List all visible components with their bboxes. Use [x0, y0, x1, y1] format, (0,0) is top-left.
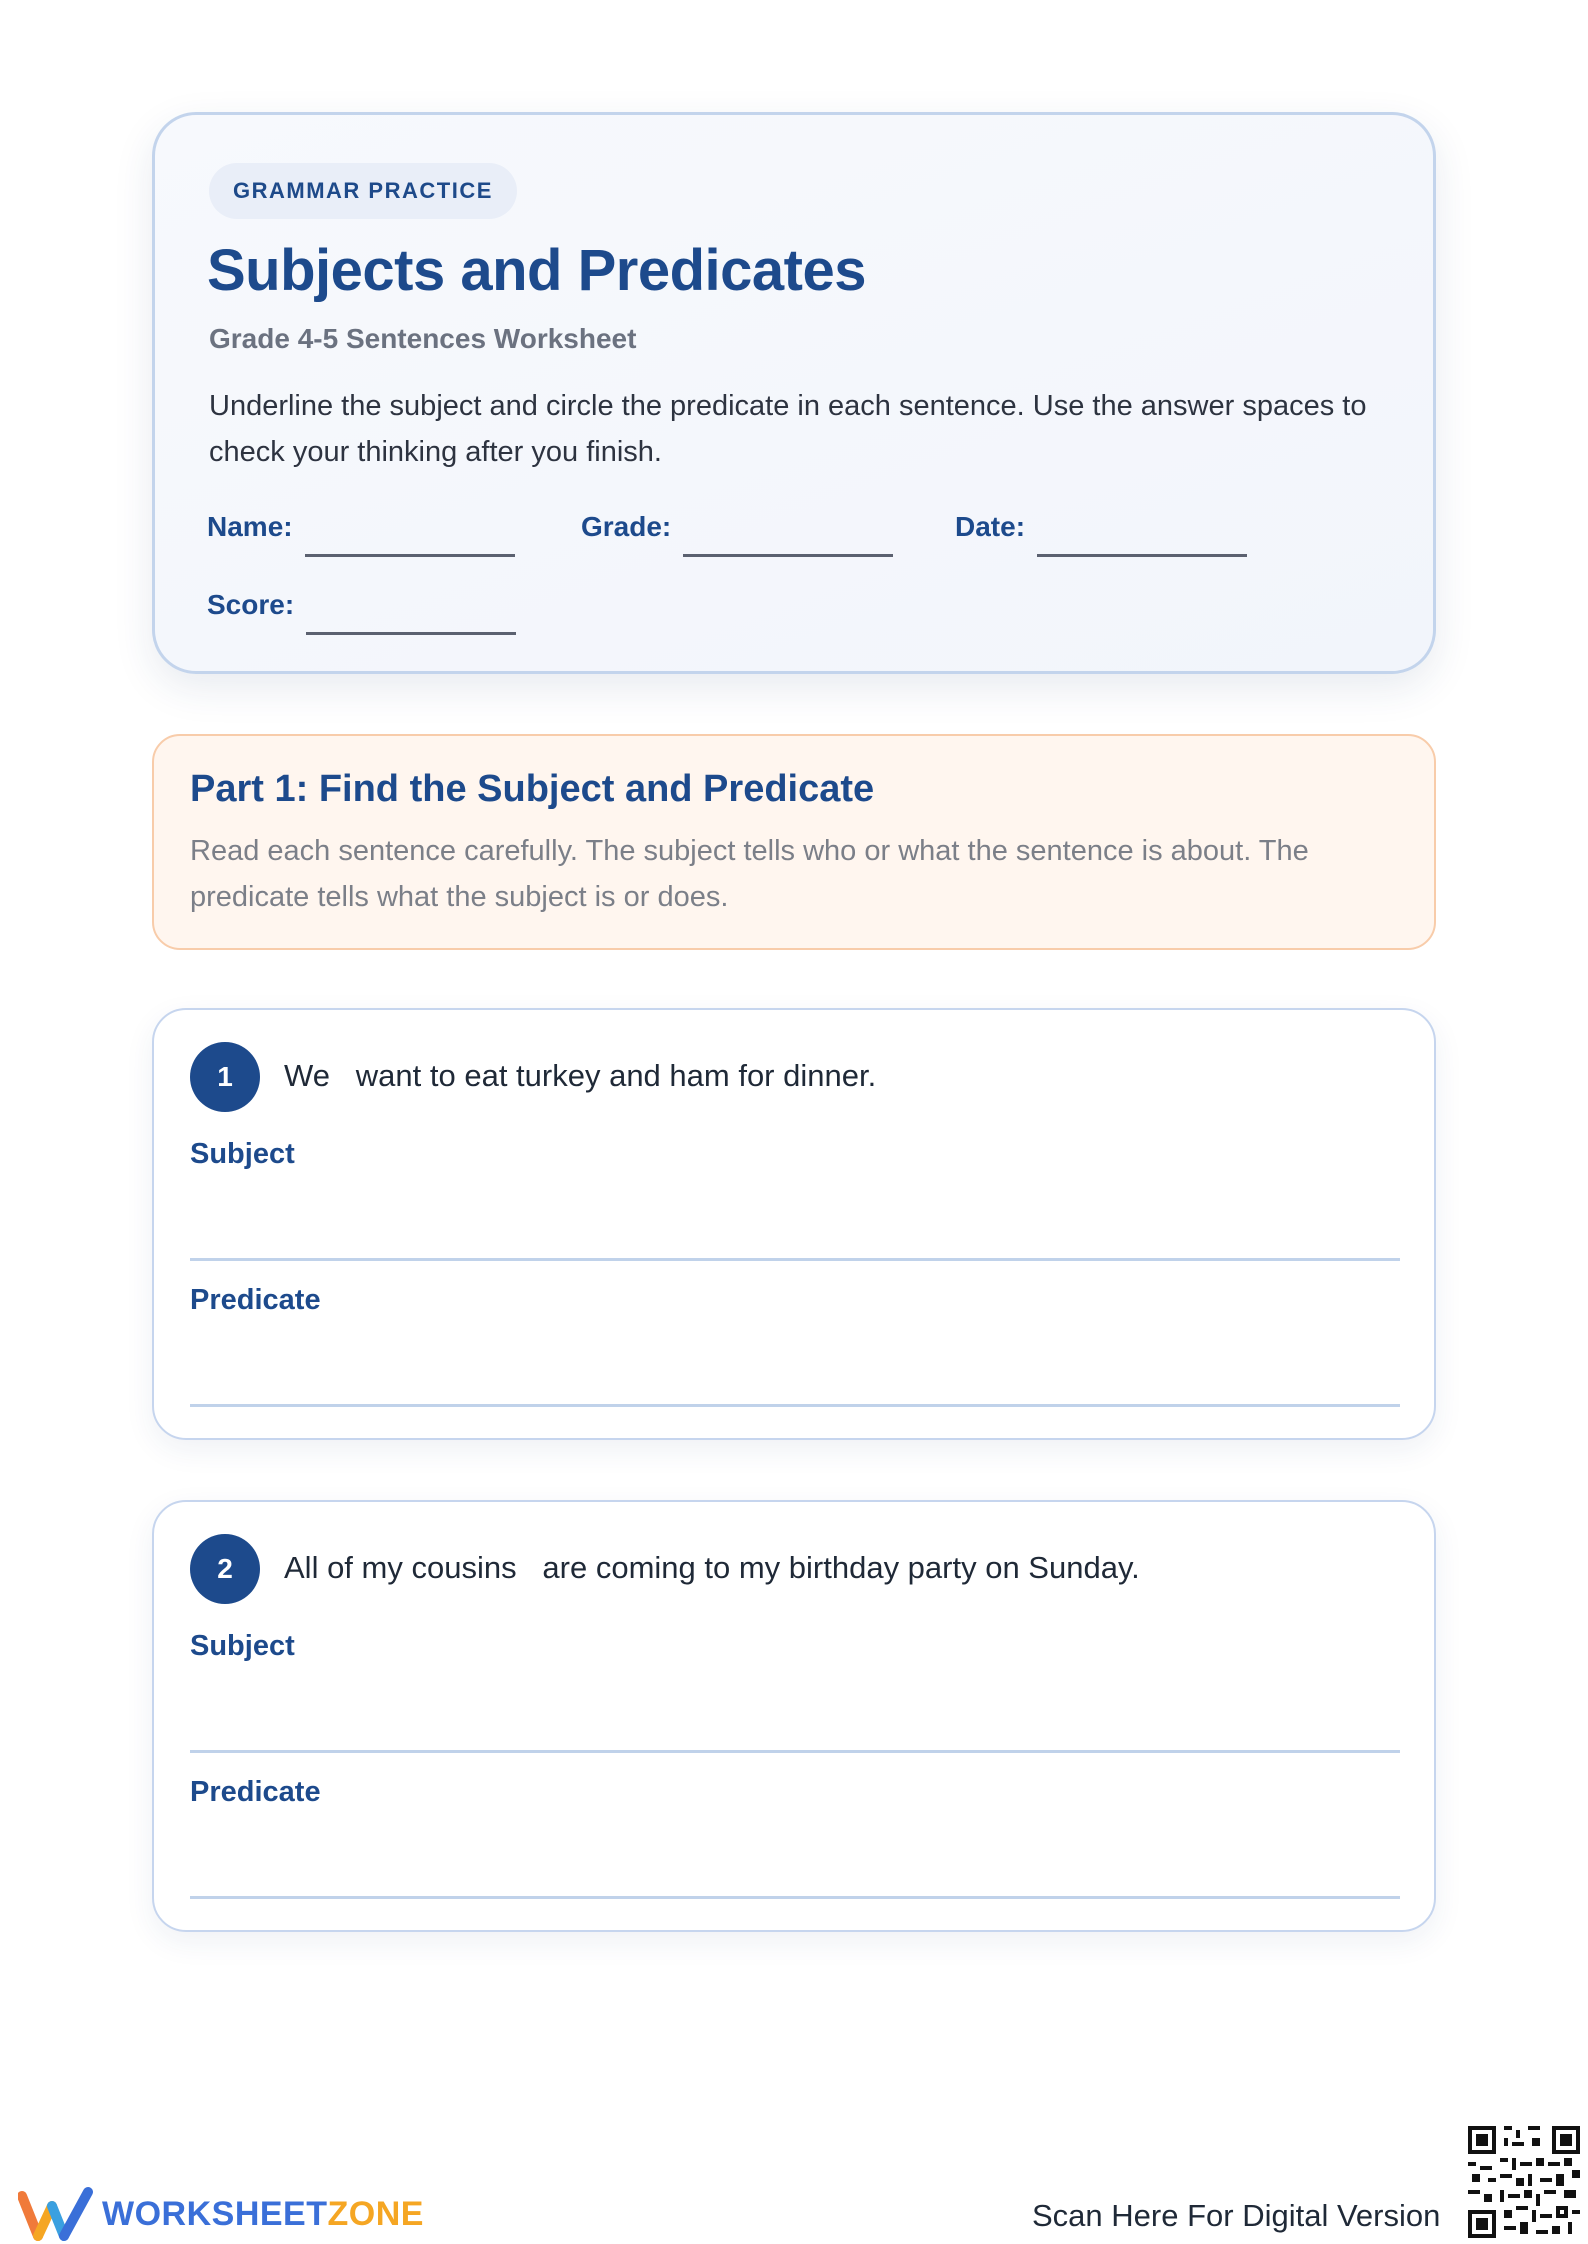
part1-title: Part 1: Find the Subject and Predicate	[190, 768, 875, 810]
score-blank[interactable]	[306, 632, 516, 635]
name-blank[interactable]	[305, 554, 515, 557]
predicate-answer-line[interactable]	[190, 1896, 1400, 1899]
score-label: Score:	[207, 589, 295, 620]
part1-description: Read each sentence carefully. The subject tells who or what the sentence is about. The predicate tells what the subject is or does.	[190, 835, 1309, 913]
predicate-answer-line[interactable]	[190, 1404, 1400, 1407]
worksheet-subtitle: Grade 4-5 Sentences Worksheet	[209, 323, 637, 354]
worksheet-title: Subjects and Predicates	[207, 238, 866, 303]
grade-label: Grade:	[581, 511, 672, 542]
worksheet-header-card	[152, 112, 1436, 674]
question-number-badge: 1	[190, 1042, 260, 1112]
subject-label: Subject	[190, 1630, 295, 1662]
question-card-1	[152, 1008, 1436, 1440]
logo-wordmark-part1: WORKSHEET	[102, 2194, 328, 2233]
name-label: Name:	[207, 511, 293, 542]
logo-wordmark	[102, 2195, 424, 2234]
logo-wordmark-part2: ZONE	[327, 2194, 424, 2233]
worksheetzone-logo[interactable]	[18, 2186, 424, 2242]
date-field	[955, 511, 1247, 543]
score-field	[207, 589, 516, 621]
qr-code-icon[interactable]	[1468, 2126, 1580, 2238]
predicate-label: Predicate	[190, 1284, 321, 1316]
question-sentence: We want to eat turkey and ham for dinner.	[284, 1058, 877, 1093]
subject-answer-line[interactable]	[190, 1258, 1400, 1261]
date-blank[interactable]	[1037, 554, 1247, 557]
grade-blank[interactable]	[683, 554, 893, 557]
question-sentence: All of my cousins are coming to my birthday party on Sunday.	[284, 1550, 1140, 1585]
logo-w-icon	[18, 2186, 96, 2242]
part1-card	[152, 734, 1436, 950]
scan-instruction: Scan Here For Digital Version	[1032, 2198, 1441, 2233]
date-label: Date:	[955, 511, 1026, 542]
name-field	[207, 511, 515, 543]
worksheet-instructions: Underline the subject and circle the predicate in each sentence. Use the answer spaces to check your thinking after you finish.	[209, 390, 1367, 468]
category-badge: GRAMMAR PRACTICE	[209, 163, 517, 219]
question-number-badge: 2	[190, 1534, 260, 1604]
question-card-2	[152, 1500, 1436, 1932]
predicate-label: Predicate	[190, 1776, 321, 1808]
subject-answer-line[interactable]	[190, 1750, 1400, 1753]
grade-field	[581, 511, 893, 543]
subject-label: Subject	[190, 1138, 295, 1170]
